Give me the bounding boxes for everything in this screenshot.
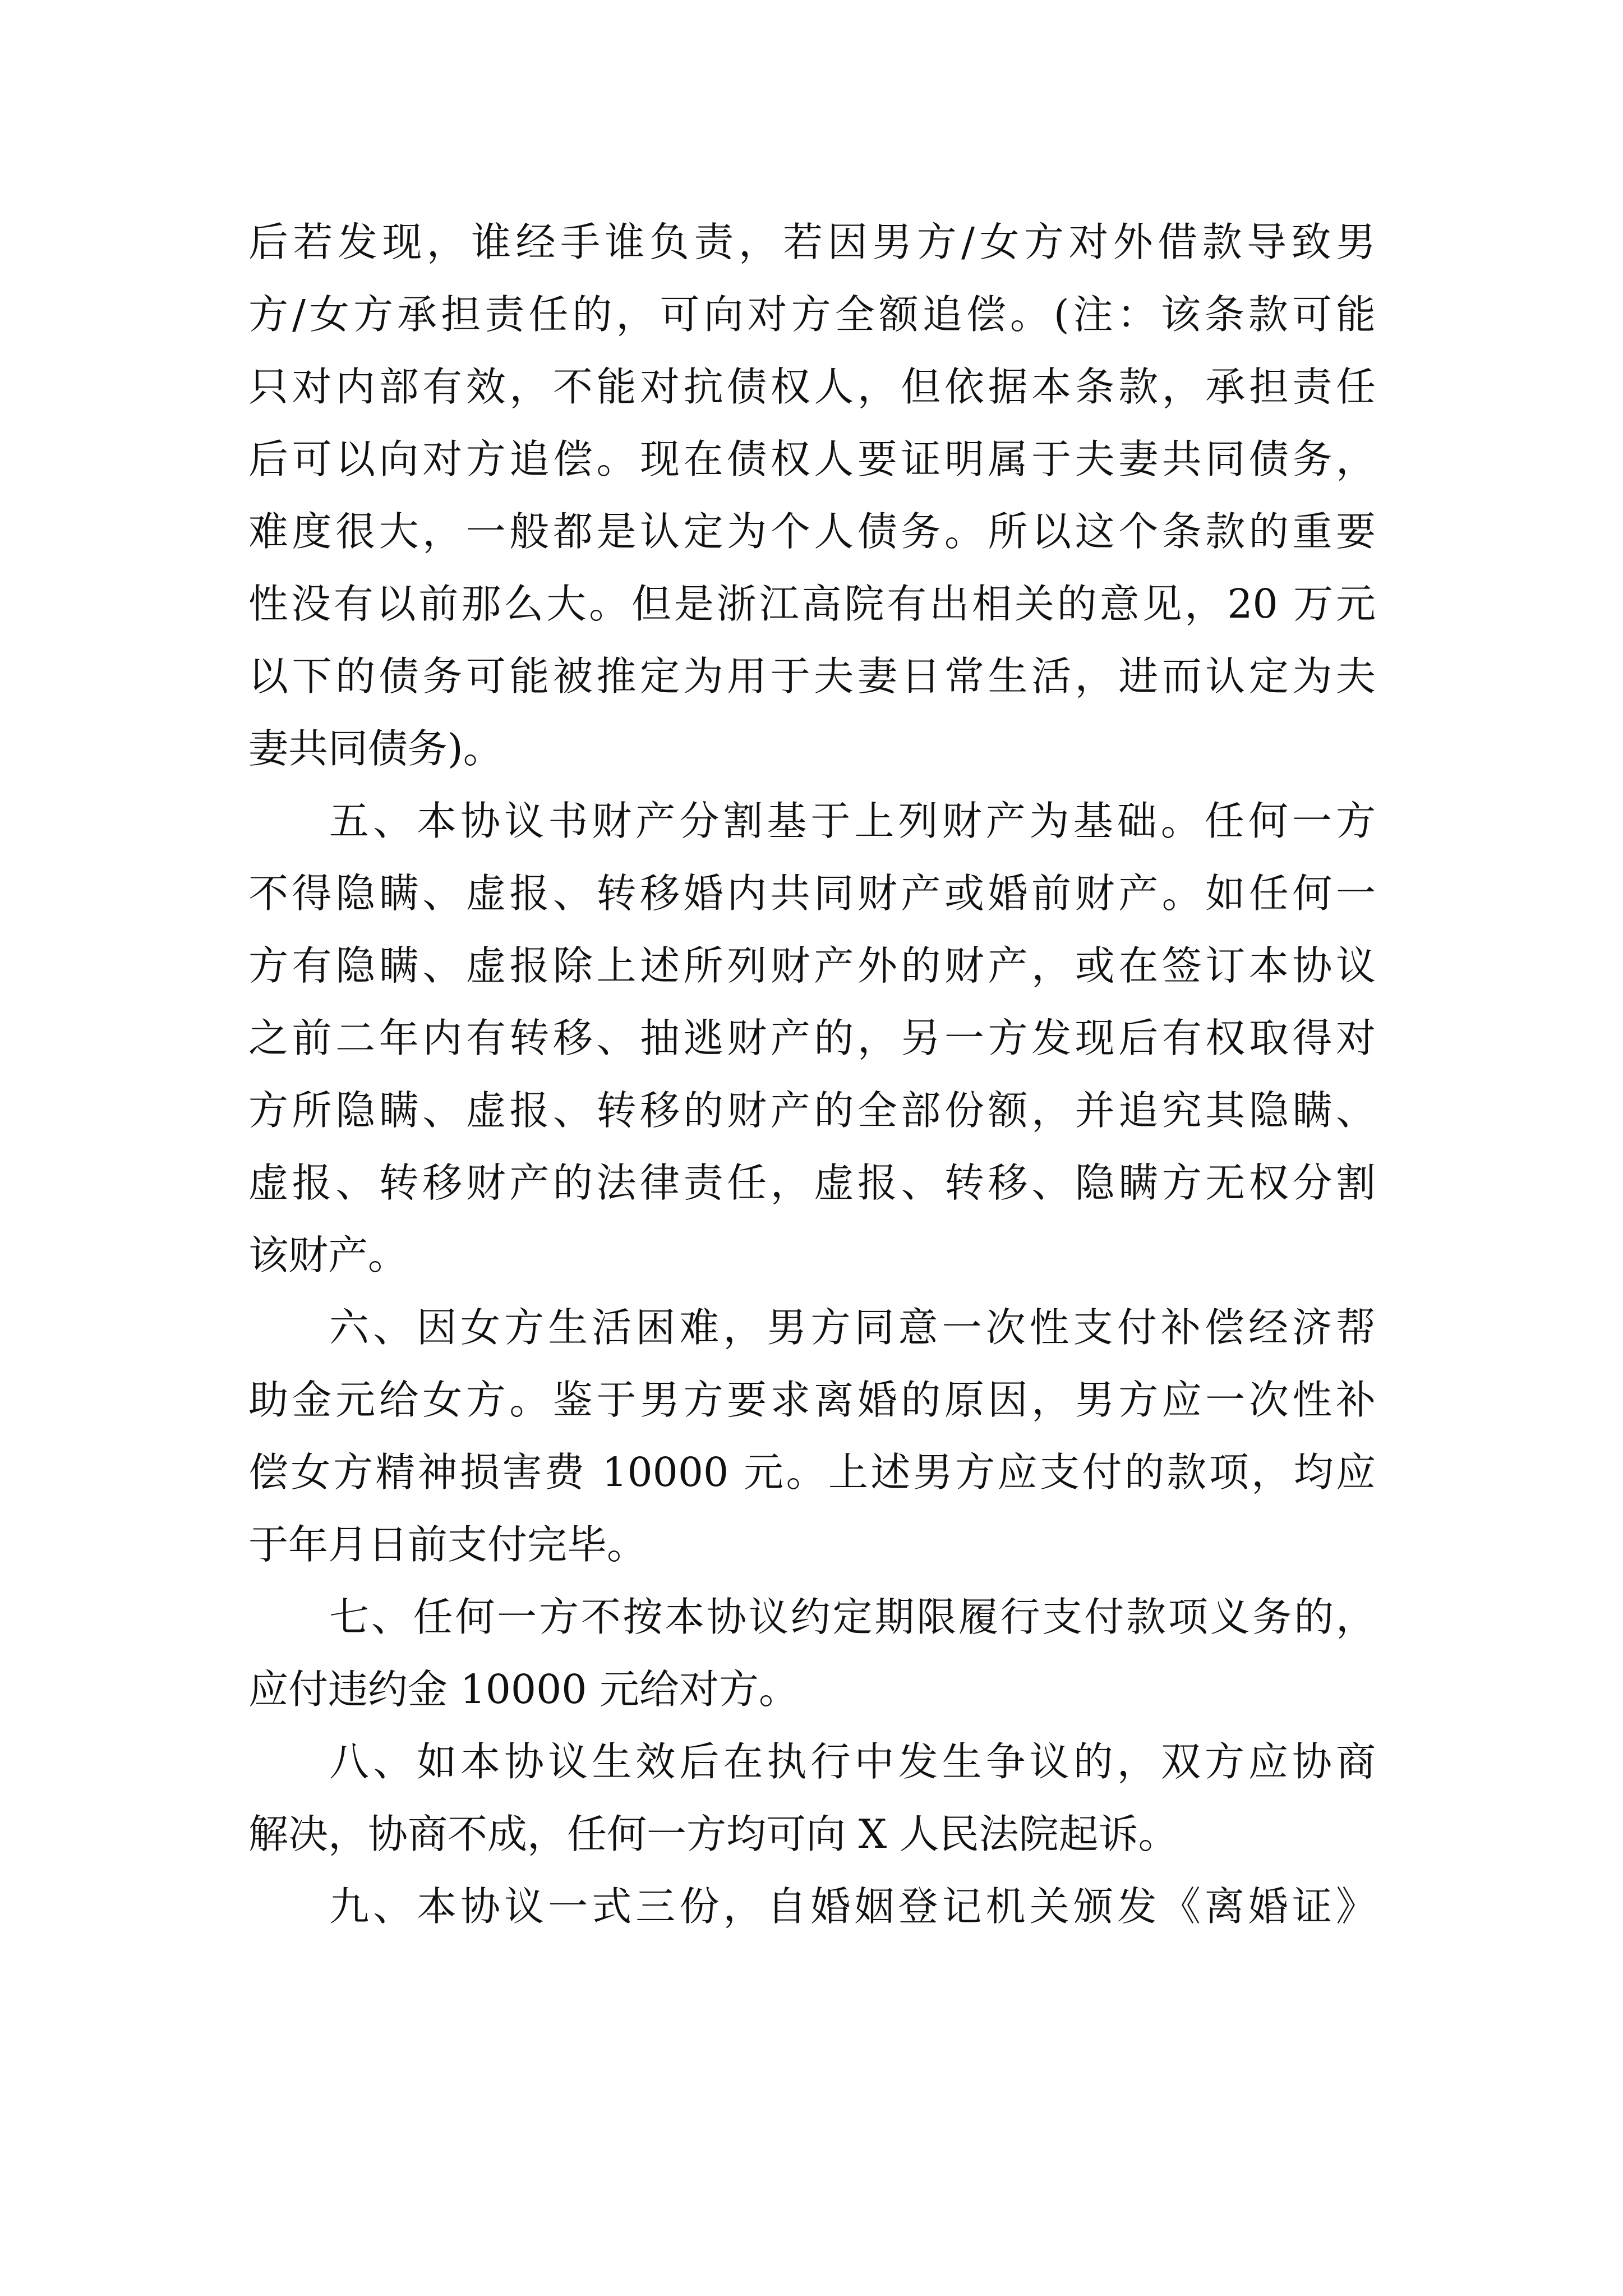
- text-line: 妻共同债务)。: [248, 725, 503, 772]
- paragraph-clause-six: [248, 1291, 1376, 1581]
- text-line: 难度很大，一般都是认定为个人债务。所以这个条款的重要: [248, 508, 1376, 555]
- text-line: 方/女方承担责任的，可向对方全额追偿。(注：该条款可能: [248, 291, 1376, 338]
- text-line: 九、本协议一式三份，自婚姻登记机关颁发《离婚证》: [329, 1883, 1376, 1930]
- paragraph-clause-five: [248, 785, 1376, 1291]
- text-line: 于年月日前支付完毕。: [248, 1521, 647, 1568]
- text-line: 只对内部有效，不能对抗债权人，但依据本条款，承担责任: [248, 364, 1376, 410]
- text-line: 虚报、转移财产的法律责任，虚报、转移、隐瞒方无权分割: [248, 1159, 1376, 1206]
- text-line: 以下的债务可能被推定为用于夫妻日常生活，进而认定为夫: [248, 653, 1376, 700]
- text-line: 性没有以前那么大。但是浙江高院有出相关的意见，20 万元: [248, 581, 1376, 627]
- paragraph-clause-eight: [248, 1726, 1376, 1870]
- text-line: 之前二年内有转移、抽逃财产的，另一方发现后有权取得对: [248, 1015, 1376, 1061]
- text-line: 不得隐瞒、虚报、转移婚内共同财产或婚前财产。如任何一: [248, 870, 1376, 917]
- text-line: 助金元给女方。鉴于男方要求离婚的原因，男方应一次性补: [248, 1377, 1376, 1423]
- text-line: 后若发现，谁经手谁负责，若因男方/女方对外借款导致男: [248, 219, 1376, 265]
- text-line: 方所隐瞒、虚报、转移的财产的全部份额，并追究其隐瞒、: [248, 1087, 1376, 1134]
- document-body: [248, 206, 1376, 1943]
- text-line: 应付违约金 10000 元给对方。: [248, 1666, 799, 1713]
- paragraph-clause-seven: [248, 1581, 1376, 1726]
- paragraph-debt-clause-continued: [248, 206, 1376, 785]
- text-line: 五、本协议书财产分割基于上列财产为基础。任何一方: [329, 798, 1376, 844]
- text-line: 后可以向对方追偿。现在债权人要证明属于夫妻共同债务，: [248, 436, 1376, 482]
- text-line: 偿女方精神损害费 10000 元。上述男方应支付的款项，均应: [248, 1449, 1376, 1496]
- text-line: 解决，协商不成，任何一方均可向 X 人民法院起诉。: [248, 1811, 1178, 1857]
- text-line: 七、任何一方不按本协议约定期限履行支付款项义务的，: [329, 1594, 1376, 1640]
- text-line: 八、如本协议生效后在执行中发生争议的，双方应协商: [329, 1738, 1376, 1785]
- paragraph-clause-nine: [248, 1870, 1376, 1943]
- text-line: 方有隐瞒、虚报除上述所列财产外的财产，或在签订本协议: [248, 942, 1376, 989]
- text-line: 六、因女方生活困难，男方同意一次性支付补偿经济帮: [329, 1304, 1376, 1351]
- text-line: 该财产。: [248, 1232, 408, 1278]
